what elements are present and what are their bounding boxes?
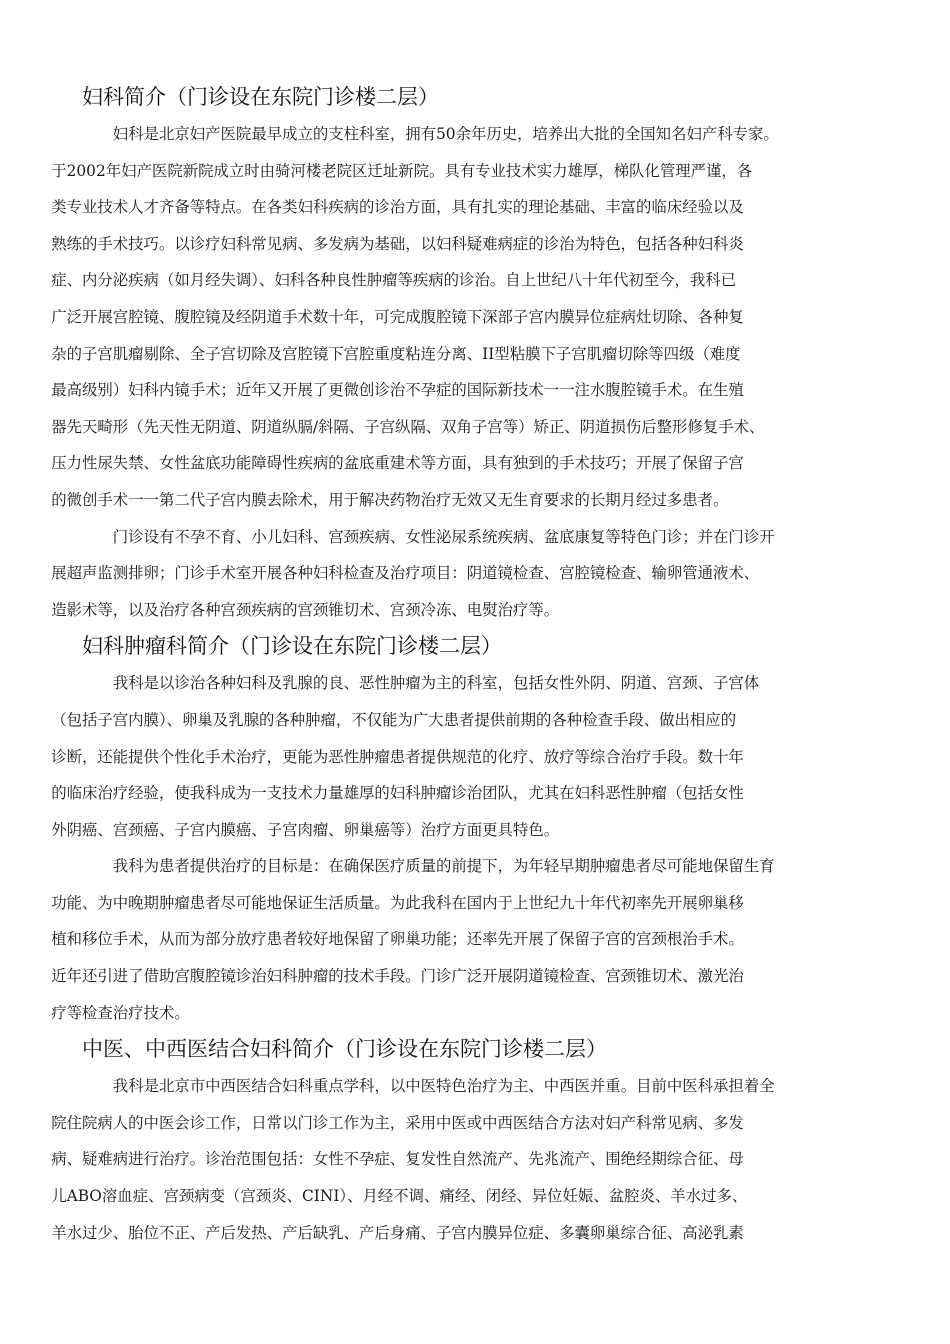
paragraph-line: 外阴癌、宫颈癌、子宫内膜癌、子宫肉瘤、卵巢癌等）治疗方面更具特色。: [51, 820, 560, 839]
paragraph-line: 病、疑难病进行治疗。诊治范围包括：女性不孕症、复发性自然流产、先兆流产、围绝经期综合征、母: [51, 1150, 744, 1169]
paragraph-line: 我科为患者提供治疗的目标是：在确保医疗质量的前提下，为年轻早期肿瘤患者尽可能地保留生育: [112, 857, 775, 876]
paragraph-line: 造影术等，以及治疗各种宫颈疾病的宫颈锥切术、宫颈冷冻、电熨治疗等。: [51, 600, 560, 619]
paragraph-line: 最高级别）妇科内镜手术；近年又开展了更微创诊治不孕症的国际新技术一一注水腹腔镜手术。在生殖: [51, 381, 744, 400]
paragraph-line: 压力性尿失禁、女性盆底功能障碍性疾病的盆底重建术等方面，具有独到的手术技巧；开展了保留子宫: [51, 454, 744, 473]
paragraph-line: 类专业技术人才齐备等特点。在各类妇科疾病的诊治方面，具有扎实的理论基础、丰富的临床经验以及: [51, 198, 744, 217]
paragraph-line: 熟练的手术技巧。以诊疗妇科常见病、多发病为基础，以妇科疑难病症的诊治为特色，包括各种妇科炎: [51, 234, 744, 253]
section-paragraph: [51, 519, 872, 629]
paragraph-line: 我科是以诊治各种妇科及乳腺的良、恶性肿瘤为主的科室，包括女性外阴、阴道、宫颈、子宫体: [112, 674, 760, 693]
paragraph-line: 我科是北京市中西医结合妇科重点学科，以中医特色治疗为主、中西医并重。目前中医科承担着全: [112, 1077, 775, 1096]
paragraph-line: 妇科是北京妇产医院最早成立的支柱科室，拥有50余年历史，培养出大批的全国知名妇产科专家。: [112, 125, 779, 143]
section-paragraph: [51, 665, 872, 848]
section-heading: 妇科简介（门诊设在东院门诊楼二层）: [82, 85, 439, 109]
paragraph-line: 诊断，还能提供个性化手术治疗，更能为恶性肿瘤患者提供规范的化疗、放疗等综合治疗手段。数十年: [51, 747, 744, 766]
paragraph-line: 广泛开展宫腔镜、腹腔镜及经阴道手术数十年，可完成腹腔镜下深部子宫内膜异位症病灶切除、各种复: [51, 307, 744, 326]
section-paragraph: [51, 116, 872, 519]
section-heading: 妇科肿瘤科简介（门诊设在东院门诊楼二层）: [82, 634, 502, 659]
paragraph-line: 羊水过少、胎位不正、产后发热、产后缺乳、产后身痛、子宫内膜异位症、多囊卵巢综合征、高泌乳素: [51, 1223, 744, 1242]
section-paragraph: [51, 1068, 872, 1251]
paragraph-line: 植和移位手术，从而为部分放疗患者较好地保留了卵巢功能；还率先开展了保留子宫的宫颈根治手术。: [51, 930, 744, 949]
paragraph-line: 近年还引进了借助宫腹腔镜诊治妇科肿瘤的技术手段。门诊广泛开展阴道镜检查、宫颈锥切术、激光治: [51, 967, 744, 986]
paragraph-line: 杂的子宫肌瘤剔除、全子宫切除及宫腔镜下宫腔重度粘连分离、II型粘膜下子宫肌瘤切除等四级（难度: [51, 344, 741, 363]
document-body: [51, 80, 872, 1251]
paragraph-line: 症、内分泌疾病（如月经失调）、妇科各种良性肿瘤等疾病的诊治。自上世纪八十年代初至今，我科已: [51, 271, 737, 290]
paragraph-line: 器先天畸形（先天性无阴道、阴道纵膈/斜隔、子宫纵隔、双角子宫等）矫正、阴道损伤后整形修复手术、: [51, 417, 765, 436]
paragraph-line: 展超声监测排卵；门诊手术室开展各种妇科检查及治疗项目：阴道镜检查、宫腔镜检查、输卵管通液术、: [51, 564, 760, 583]
paragraph-line: 于2002年妇产医院新院成立时由骑河楼老院区迁址新院。具有专业技术实力雄厚，梯队化管理严谨，各: [51, 161, 753, 180]
paragraph-line: 儿ABO溶血症、宫颈病变（宫颈炎、CINI）、月经不调、痛经、闭经、异位妊娠、盆腔炎、羊水过多、: [51, 1187, 748, 1206]
paragraph-line: 功能、为中晚期肿瘤患者尽可能地保证生活质量。为此我科在国内于上世纪九十年代初率先开展卵巢移: [51, 893, 744, 912]
paragraph-line: 的微创手术一一第二代子宫内膜去除术，用于解决药物治疗无效又无生育要求的长期月经过多患者。: [51, 490, 729, 509]
paragraph-line: 疗等检查治疗技术。: [51, 1003, 190, 1022]
section-heading: 中医、中西医结合妇科简介（门诊设在东院门诊楼二层）: [82, 1037, 607, 1062]
section-paragraph: [51, 848, 872, 1031]
paragraph-line: 院住院病人的中医会诊工作，日常以门诊工作为主，采用中医或中西医结合方法对妇产科常见病、多发: [51, 1113, 744, 1132]
paragraph-line: 的临床治疗经验，使我科成为一支技术力量雄厚的妇科肿瘤诊治团队，尤其在妇科恶性肿瘤（包括女性: [51, 784, 744, 803]
paragraph-line: （包括子宫内膜）、卵巢及乳腺的各种肿瘤，不仅能为广大患者提供前期的各种检查手段、做出相应的: [51, 710, 737, 729]
paragraph-line: 门诊设有不孕不育、小儿妇科、宫颈疾病、女性泌尿系统疾病、盆底康复等特色门诊；并在门诊开: [112, 527, 775, 546]
